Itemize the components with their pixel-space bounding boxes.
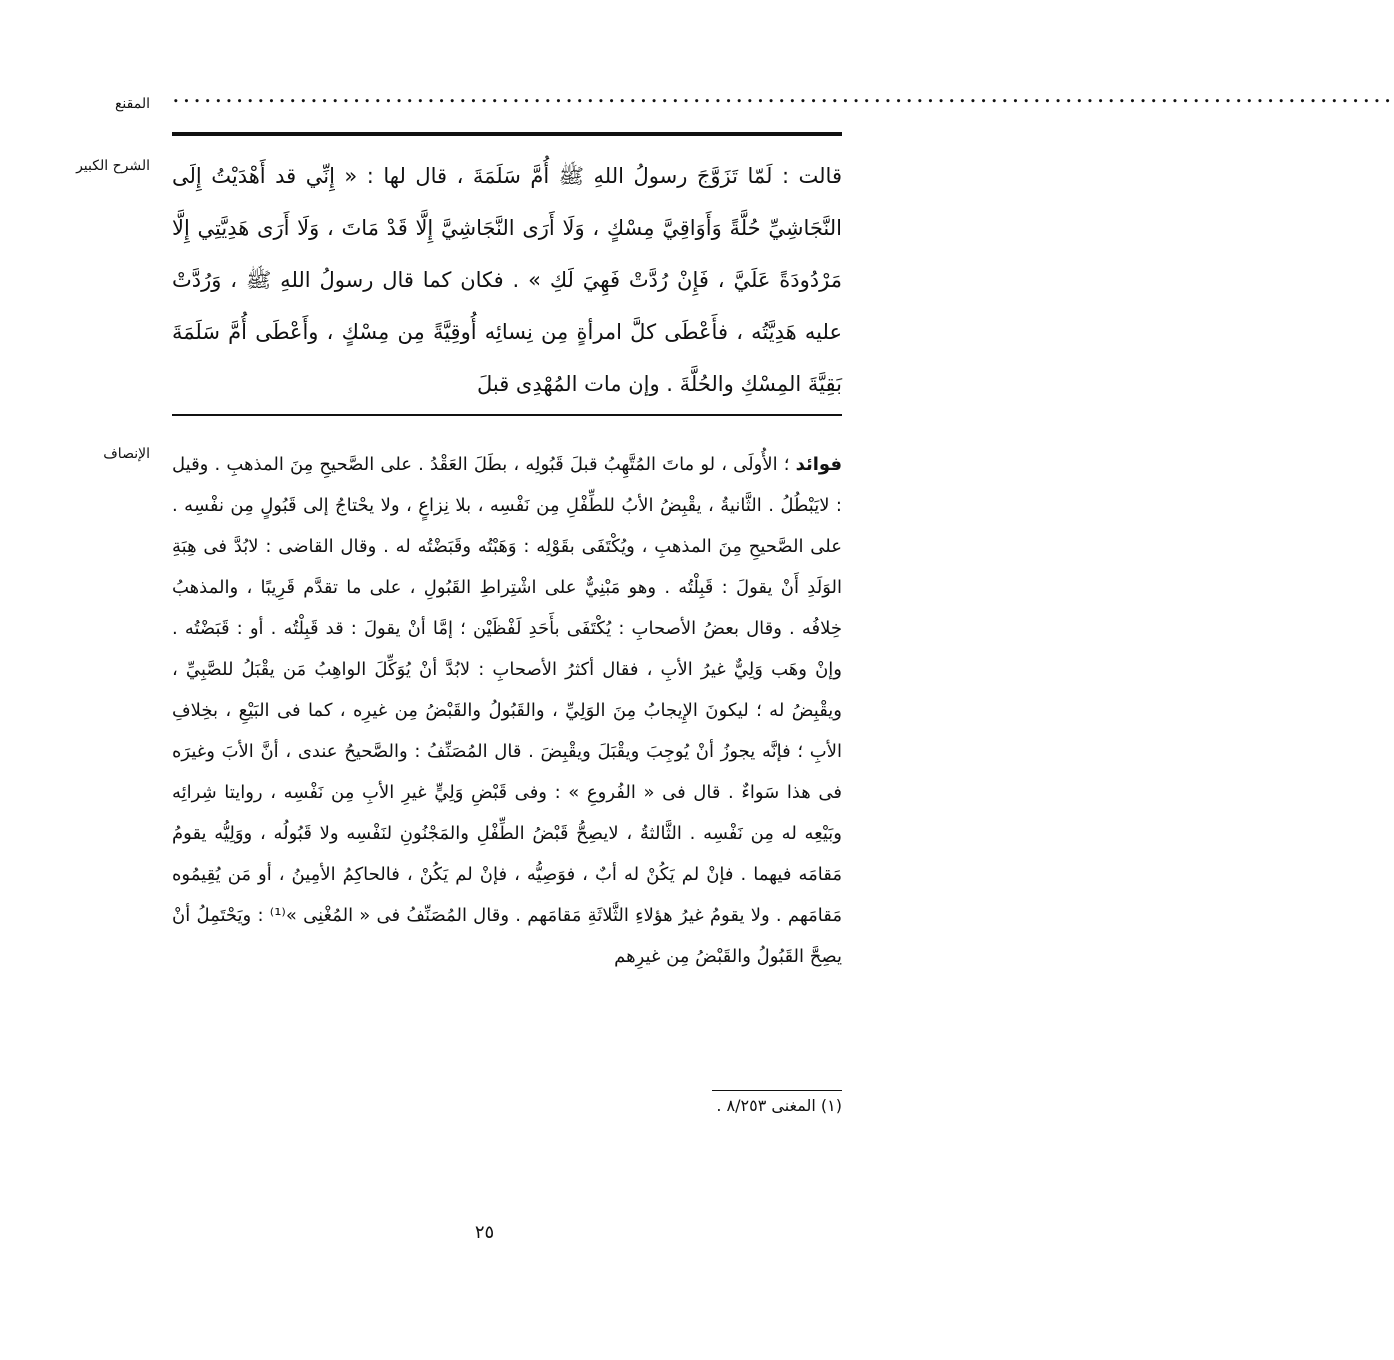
page-number: ٢٥ bbox=[474, 1222, 495, 1243]
insaf-lead-word: فوائد bbox=[795, 454, 842, 475]
insaf-paragraph bbox=[172, 444, 842, 977]
section-divider bbox=[172, 414, 842, 416]
header-rule bbox=[172, 132, 842, 136]
section-label-sharh: الشرح الكبير bbox=[76, 158, 150, 174]
book-label: المقنع bbox=[114, 96, 150, 112]
footnote: (١) المغنى ٨/٢٥٣ . bbox=[716, 1096, 842, 1115]
insaf-text-block bbox=[172, 444, 842, 977]
sharh-paragraph: قالت : لَمّا تَزَوَّجَ رسولُ اللهِ ﷺ أُمَّ سَلَمَةَ ، قال لها : « إِنِّي قد أَهْدَيْتُ إِلَى النَّجَاشِيِّ حُلَّةً وَأَوَاقِيَّ مِسْكٍ ، وَلَا أَرَى النَّجَاشِيَّ إِلَّا قَدْ مَاتَ ، وَلَا أَرَى هَدِيَّتِي إِلَّا مَرْدُودَةً عَلَيَّ ، فَإِنْ رُدَّتْ فَهِيَ لَكِ » . فكان كما قال رسولُ اللهِ ﷺ ، وَرُدَّتْ عليه هَدِيَّتُه ، فأَعْطَى كلَّ امرأةٍ مِن نِسائِه أُوقِيَّةً مِن مِسْكٍ ، وأَعْطَى أُمَّ سَلَمَةَ بَقِيَّةَ المِسْكِ والحُلَّةَ . وإن مات المُهْدِى قبلَ bbox=[172, 164, 842, 396]
footnote-rule bbox=[712, 1090, 842, 1091]
sharh-text-block bbox=[172, 150, 842, 410]
section-label-insaf: الإنصاف bbox=[103, 446, 150, 462]
header-dotted-line: ................................................................................................................... bbox=[172, 80, 1394, 108]
insaf-body-text: ؛ الأُولَى ، لو ماتَ المُتَّهِبُ قبلَ قَبُولِه ، بطَلَ العَقْدُ . على الصَّحيحِ مِنَ المذهبِ . وقيل : لايَبْطُلُ . الثَّانيةُ ، يقْبِضُ الأبُ للطِّفْلِ مِن نَفْسِه ، بلا نِزاعٍ ، ولا يحْتاجُ إلى قَبُولٍ مِن نفْسِه . على الصَّحيحِ مِنَ المذهبِ ، ويُكْتَفَى بقَوْلِه : وَهَبْتُه وقَبَضْتُه له . وقال القاضى : لابُدَّ فى هِبَةِ الوَلَدِ أَنْ يقولَ : قَبِلْتُه . وهو مَبْنِيٌّ على اشْتِراطِ القَبُولِ ، على ما تقدَّم قَرِيبًا ، والمذهبُ خِلافُه . وقال بعضُ الأصحابِ : يُكْتَفَى بأَحَدِ لَفْظَيْن ؛ إمَّا أنْ يقولَ : قد قَبِلْتُه . أو : قَبَضْتُه . وإنْ وهَب وَلِيٌّ غيرُ الأبِ ، فقال أكثرُ الأصحابِ : لابُدَّ أنْ يُوَكِّلَ الواهِبُ مَن يقْبَلُ للصَّبِيِّ ، ويقْبِضُ له ؛ ليكونَ الإِيجابُ مِنَ الوَلِيِّ ، والقَبُولُ والقَبْضُ مِن غيرِه ، كما فى البَيْعِ ، بخِلافِ الأبِ ؛ فإنَّه يجوزُ أنْ يُوجِبَ ويقْبَلَ ويقْبِضَ . قال المُصَنِّفُ : والصَّحيحُ عندى ، أنَّ الأبَ وغيرَه فى هذا سَواءٌ . قال فى « الفُروعِ » : وفى قَبْضِ وَلِيٍّ غيرِ الأبِ مِن نَفْسِه ، روايتا شِرائِه وبَيْعِه له مِن نَفْسِه . الثَّالثةُ ، لايصِحُّ قَبْضُ الطِّفْلِ والمَجْنُونِ لنَفْسِه ولا قَبُولُه ، ووَلِيُّه يقومُ مَقامَه فيهما . فإنْ لم يَكُنْ له أبٌ ، فوَصِيُّه ، فإنْ لم يَكُنْ ، فالحاكِمُ الأمِينُ ، أو مَن يُقِيمُوه مَقامَهم . ولا يقومُ غيرُ هؤلاءِ الثَّلاثَةِ مَقامَهم . وقال المُصَنِّفُ فى « المُغْنِى »⁽¹⁾ : ويَحْتَمِلُ أنْ يصِحَّ القَبُولُ والقَبْضُ مِن غيرِهم bbox=[172, 454, 842, 967]
